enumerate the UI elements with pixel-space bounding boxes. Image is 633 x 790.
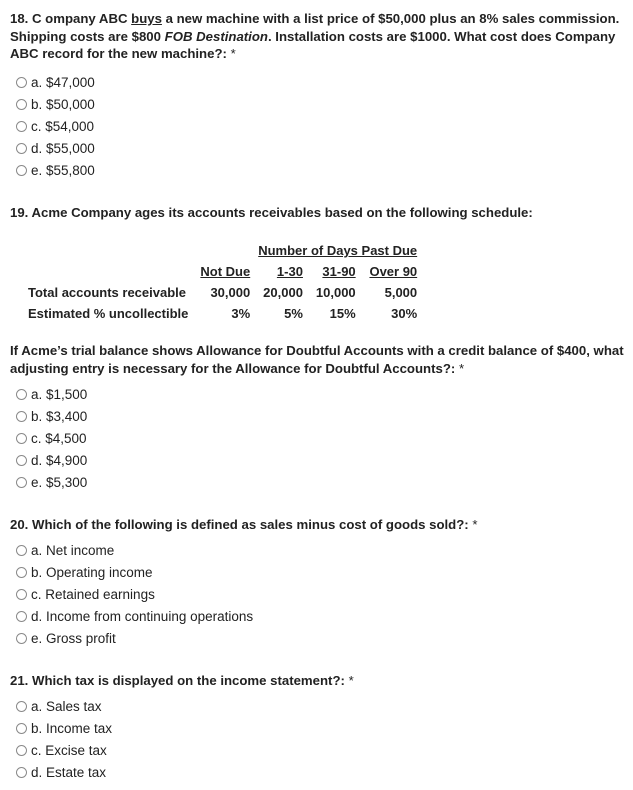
column-header: Not Due bbox=[200, 264, 251, 279]
question-19 bbox=[10, 204, 625, 222]
row-label: Estimated % uncollectible bbox=[28, 306, 189, 321]
radio-button[interactable] bbox=[16, 389, 27, 400]
required-marker: * bbox=[348, 673, 354, 688]
question-19-text: 19. Acme Company ages its accounts receivables based on the following schedule: bbox=[10, 205, 533, 220]
question-18-text: 18. C ompany ABC buys a new machine with a list price of $50,000 plus an 8% sales commission. Shipping costs are $800 FOB Destination. Installation costs are $1000. What cost does Company ABC record for the new machine?: * bbox=[10, 11, 620, 61]
q21-option-c[interactable]: c. Excise tax bbox=[10, 740, 625, 762]
radio-button[interactable] bbox=[16, 165, 27, 176]
question-20 bbox=[10, 516, 625, 650]
table-row bbox=[20, 261, 421, 282]
q19-option-e[interactable]: e. $5,300 bbox=[10, 471, 625, 493]
radio-button[interactable] bbox=[16, 477, 27, 488]
column-header: 1-30 bbox=[276, 264, 303, 279]
question-19-followup bbox=[10, 342, 625, 493]
radio-button[interactable] bbox=[16, 411, 27, 422]
column-header: Over 90 bbox=[369, 264, 418, 279]
q20-option-c[interactable]: c. Retained earnings bbox=[10, 584, 625, 606]
radio-button[interactable] bbox=[16, 567, 27, 578]
question-18 bbox=[10, 10, 625, 182]
q20-option-e[interactable]: e. Gross profit bbox=[10, 628, 625, 650]
q19-option-d[interactable]: d. $4,900 bbox=[10, 449, 625, 471]
radio-button[interactable] bbox=[16, 633, 27, 644]
table-row bbox=[20, 303, 421, 324]
table-cell: 3% bbox=[231, 306, 251, 321]
q18-option-e[interactable]: e. $55,800 bbox=[10, 160, 625, 182]
radio-button[interactable] bbox=[16, 99, 27, 110]
q21-option-a[interactable]: a. Sales tax bbox=[10, 696, 625, 718]
q19-option-b[interactable]: b. $3,400 bbox=[10, 405, 625, 427]
required-marker: * bbox=[230, 46, 236, 61]
q21-option-b[interactable]: b. Income tax bbox=[10, 718, 625, 740]
table-cell: 5,000 bbox=[384, 285, 418, 300]
buys-link[interactable]: buys bbox=[131, 11, 162, 26]
radio-button[interactable] bbox=[16, 77, 27, 88]
q19-option-c[interactable]: c. $4,500 bbox=[10, 427, 625, 449]
q18-option-d[interactable]: d. $55,000 bbox=[10, 138, 625, 160]
radio-button[interactable] bbox=[16, 433, 27, 444]
radio-button[interactable] bbox=[16, 767, 27, 778]
days-past-due-header: Number of Days Past Due bbox=[258, 243, 418, 258]
question-21-text: 21. Which tax is displayed on the income statement?: * bbox=[10, 673, 354, 688]
table-cell: 10,000 bbox=[315, 285, 356, 300]
table-cell: 30% bbox=[391, 306, 418, 321]
table-row bbox=[20, 240, 421, 261]
q18-option-c[interactable]: c. $54,000 bbox=[10, 116, 625, 138]
radio-button[interactable] bbox=[16, 143, 27, 154]
row-label: Total accounts receivable bbox=[28, 285, 186, 300]
q20-option-d[interactable]: d. Income from continuing operations bbox=[10, 606, 625, 628]
required-marker: * bbox=[472, 517, 478, 532]
radio-button[interactable] bbox=[16, 723, 27, 734]
table-cell: 5% bbox=[284, 306, 303, 321]
table-row bbox=[20, 282, 421, 303]
q20-option-b[interactable]: b. Operating income bbox=[10, 562, 625, 584]
radio-button[interactable] bbox=[16, 455, 27, 466]
radio-button[interactable] bbox=[16, 545, 27, 556]
table-cell: 20,000 bbox=[263, 285, 303, 300]
question-21 bbox=[10, 672, 625, 784]
q18-option-a[interactable]: a. $47,000 bbox=[10, 72, 625, 94]
question-20-text: 20. Which of the following is defined as sales minus cost of goods sold?: * bbox=[10, 517, 478, 532]
question-19-followup-text: If Acme’s trial balance shows Allowance for Doubtful Accounts with a credit balance of $400, what adjusting entry is necessary for the Allowance for Doubtful Accounts?: * bbox=[10, 343, 624, 376]
radio-button[interactable] bbox=[16, 611, 27, 622]
radio-button[interactable] bbox=[16, 589, 27, 600]
radio-button[interactable] bbox=[16, 121, 27, 132]
q19-option-a[interactable]: a. $1,500 bbox=[10, 383, 625, 405]
table-cell: 30,000 bbox=[210, 285, 251, 300]
required-marker: * bbox=[458, 360, 465, 376]
radio-button[interactable] bbox=[16, 745, 27, 756]
radio-button[interactable] bbox=[16, 701, 27, 712]
table-cell: 15% bbox=[329, 306, 356, 321]
q20-option-a[interactable]: a. Net income bbox=[10, 540, 625, 562]
aging-schedule-table bbox=[20, 240, 421, 324]
q21-option-d[interactable]: d. Estate tax bbox=[10, 762, 625, 784]
column-header: 31-90 bbox=[322, 264, 356, 279]
q18-option-b[interactable]: b. $50,000 bbox=[10, 94, 625, 116]
